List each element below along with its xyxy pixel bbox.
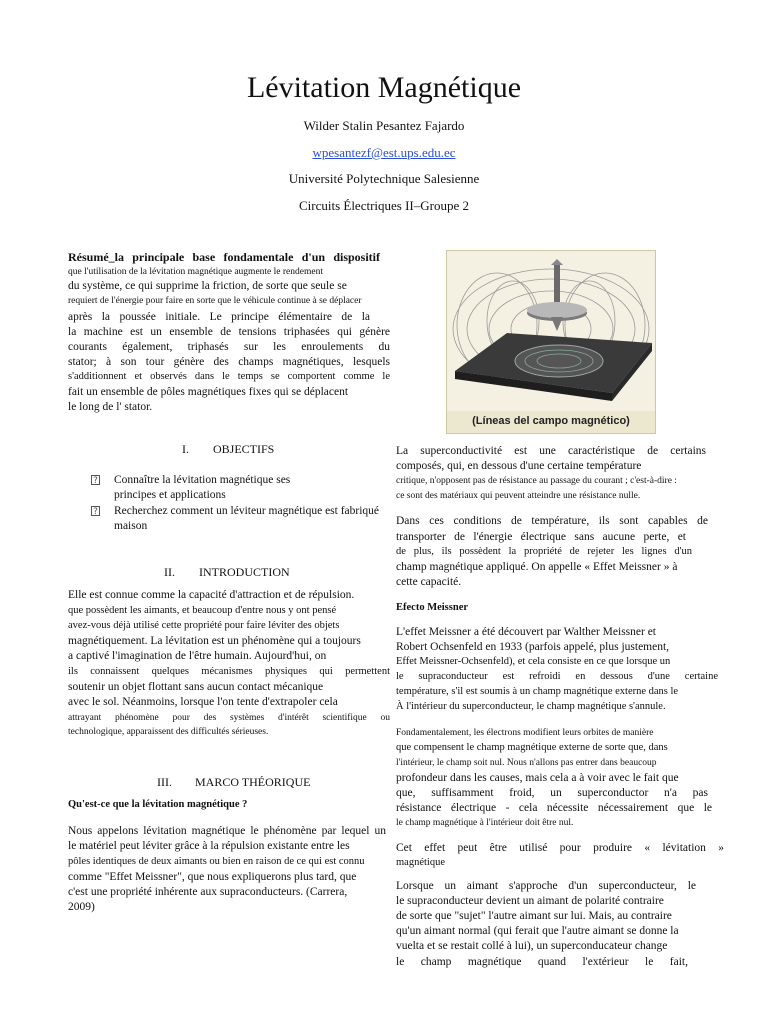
section-1-number: I. bbox=[182, 442, 189, 456]
objective-item: Connaître la lévitation magnétique ses bbox=[114, 474, 291, 486]
levitation-illustration bbox=[447, 251, 655, 411]
right-text-line: de plus, ils possèdent la propriété de rejeter les lignes d'un bbox=[396, 546, 692, 557]
bullet-icon: ? bbox=[91, 475, 100, 485]
right-text-line: Lorsque un aimant s'approche d'un superconducteur, le bbox=[396, 880, 696, 892]
right-text-line: À l'intérieur du superconducteur, le champ magnétique s'annule. bbox=[396, 701, 666, 712]
right-text-line: le supraconducteur devient un aimant de polarité contraire bbox=[396, 895, 664, 907]
section-1-title: OBJECTIFS bbox=[213, 442, 275, 456]
right-text-line: le champ magnétique à l'intérieur doit être nul. bbox=[396, 818, 574, 828]
right-text-line: L'effet Meissner a été découvert par Walther Meissner et bbox=[396, 626, 657, 638]
section-3-number: III. bbox=[157, 775, 172, 789]
objective-item: principes et applications bbox=[114, 489, 226, 501]
abstract-line: s'additionnent et observés dans le temps se comportent comme le bbox=[68, 371, 390, 382]
intro-line: soutenir un objet flottant sans aucun contact mécanique bbox=[68, 681, 324, 693]
right-text-line: composés, qui, en dessous d'une certaine température bbox=[396, 460, 642, 472]
intro-line: magnétiquement. La lévitation est un phénomène qui a toujours bbox=[68, 635, 361, 647]
right-text-line: Cet effet peut être utilisé pour produire « lévitation » bbox=[396, 842, 724, 854]
abstract-line: requiert de l'énergie pour faire en sorte que le véhicule continue à se déplacer bbox=[68, 296, 362, 306]
right-text-line: cette capacité. bbox=[396, 576, 462, 588]
right-text-line: Effet Meissner-Ochsenfeld), et cela consiste en ce que lorsque un bbox=[396, 656, 671, 667]
theory-line: c'est une propriété inhérente aux supraconducteurs. (Carrera, bbox=[68, 886, 348, 898]
subsection-heading: Qu'est-ce que la lévitation magnétique ? bbox=[68, 799, 248, 810]
intro-line: avec le sol. Néanmoins, lorsque l'on tente d'extrapoler cela bbox=[68, 696, 338, 708]
right-text-line: température, s'il est soumis à un champ magnétique externe dans le bbox=[396, 686, 679, 697]
right-text-line: magnétique bbox=[396, 857, 445, 868]
course-name: Circuits Électriques II–Groupe 2 bbox=[298, 198, 470, 213]
right-text-line: ce sont des matériaux qui peuvent atteindre une résistance nulle. bbox=[396, 491, 641, 501]
abstract-line: après la poussée initiale. Le principe élémentaire de la bbox=[68, 311, 370, 323]
efecto-meissner-heading: Efecto Meissner bbox=[396, 602, 469, 613]
right-text-line: Dans ces conditions de température, ils sont capables de bbox=[396, 515, 708, 527]
objective-item: Recherchez comment un léviteur magnétique est fabriqué bbox=[114, 505, 380, 517]
section-2-number: II. bbox=[164, 565, 175, 579]
bullet-icon: ? bbox=[91, 506, 100, 516]
intro-line: que possèdent les aimants, et beaucoup d'entre nous y ont pensé bbox=[68, 605, 337, 616]
section-3-title: MARCO THÉORIQUE bbox=[195, 775, 311, 789]
right-text-line: Fondamentalement, les électrons modifient leurs orbites de manière bbox=[396, 728, 654, 738]
right-text-line: que, suffisamment froid, un superconductor n'a pas bbox=[396, 787, 708, 799]
right-text-line: de sorte que "sujet" l'autre aimant sur lui. Mais, au contraire bbox=[396, 910, 672, 922]
right-text-line: qu'un aimant normal (qui ferait que l'autre aimant se donne la bbox=[396, 925, 679, 937]
right-text-line: que compensent le champ magnétique externe de sorte que, dans bbox=[396, 742, 668, 753]
right-text-line: La superconductivité est une caractéristique de certains bbox=[396, 445, 706, 457]
intro-line: technologique, apparaissent des difficultés sérieuses. bbox=[68, 727, 269, 737]
page-title: Lévitation Magnétique bbox=[246, 71, 522, 104]
theory-line: le matériel peut léviter grâce à la répulsion existante entre les bbox=[68, 840, 350, 852]
intro-line: avez-vous déjà utilisé cette propriété pour faire léviter des objets bbox=[68, 620, 340, 631]
right-text-line: le supraconducteur est refroidi en dessous d'une certaine bbox=[396, 671, 718, 682]
abstract-line: courants également, triphasés sur les enroulements du bbox=[68, 341, 390, 353]
right-text-line: l'intérieur, le champ soit nul. Nous n'allons pas entrer dans beaucoup bbox=[396, 758, 657, 768]
abstract-line: fait un ensemble de pôles magnétiques fixes qui se déplacent bbox=[68, 386, 349, 398]
abstract-line: la machine est un ensemble de tensions triphasées qui génère bbox=[68, 326, 390, 338]
author-email bbox=[0, 145, 768, 161]
objective-item: maison bbox=[114, 520, 148, 532]
right-text-line: transporter de l'énergie électrique sans aucune perte, et bbox=[396, 531, 686, 543]
theory-line: pôles identiques de deux aimants ou bien en raison de ce qui est connu bbox=[68, 856, 365, 867]
abstract-line: que l'utilisation de la lévitation magnétique augmente le rendement bbox=[68, 267, 323, 277]
university-name: Université Polytechnique Salesienne bbox=[288, 171, 480, 186]
right-text-line: champ magnétique appliqué. On appelle « Effet Meissner » à bbox=[396, 561, 678, 573]
theory-line: Nous appelons lévitation magnétique le phénomène par lequel un bbox=[68, 825, 386, 837]
right-text-line: critique, n'opposent pas de résistance au passage du courant ; c'est-à-dire : bbox=[396, 476, 677, 486]
theory-line: comme "Effet Meissner", que nous expliquerons plus tard, que bbox=[68, 871, 357, 883]
figure-caption: (Líneas del campo magnético) bbox=[472, 415, 630, 427]
section-2-title: INTRODUCTION bbox=[199, 565, 290, 579]
right-text-line: vuelta et se restait collé à lui), un superconducateur change bbox=[396, 940, 668, 952]
abstract-line: le long de l' stator. bbox=[68, 401, 153, 413]
abstract-line: Résumé_la principale base fondamentale d'un dispositif bbox=[68, 250, 380, 264]
right-text-line: Robert Ochsenfeld en 1933 (parfois appelé, plus justement, bbox=[396, 641, 670, 653]
intro-line: ils connaissent quelques mécanismes physiques qui permettent bbox=[68, 666, 390, 677]
right-text-line: le champ magnétique quand l'extérieur le fait, bbox=[396, 956, 688, 968]
right-text-line: profondeur dans les causes, mais cela a à voir avec le fait que bbox=[396, 772, 679, 784]
email-link[interactable]: wpesantezf@est.ups.edu.ec bbox=[312, 145, 456, 160]
author-name: Wilder Stalin Pesantez Fajardo bbox=[303, 118, 465, 133]
intro-line: a captivé l'imagination de l'être humain. Aujourd'hui, on bbox=[68, 650, 327, 662]
abstract-line: stator; à son tour génère des champs magnétiques, lesquels bbox=[68, 356, 390, 368]
intro-line: Elle est connue comme la capacité d'attraction et de répulsion. bbox=[68, 589, 355, 601]
intro-line: attrayant phénomène pour des systèmes d'intérêt scientifique ou bbox=[68, 713, 390, 723]
abstract-line: du système, ce qui supprime la friction, de sorte que seule se bbox=[68, 280, 347, 292]
theory-line: 2009) bbox=[68, 901, 95, 913]
right-text-line: résistance électrique - cela nécessite nécessairement que le bbox=[396, 802, 712, 814]
figure-magnetic-field bbox=[446, 250, 656, 434]
